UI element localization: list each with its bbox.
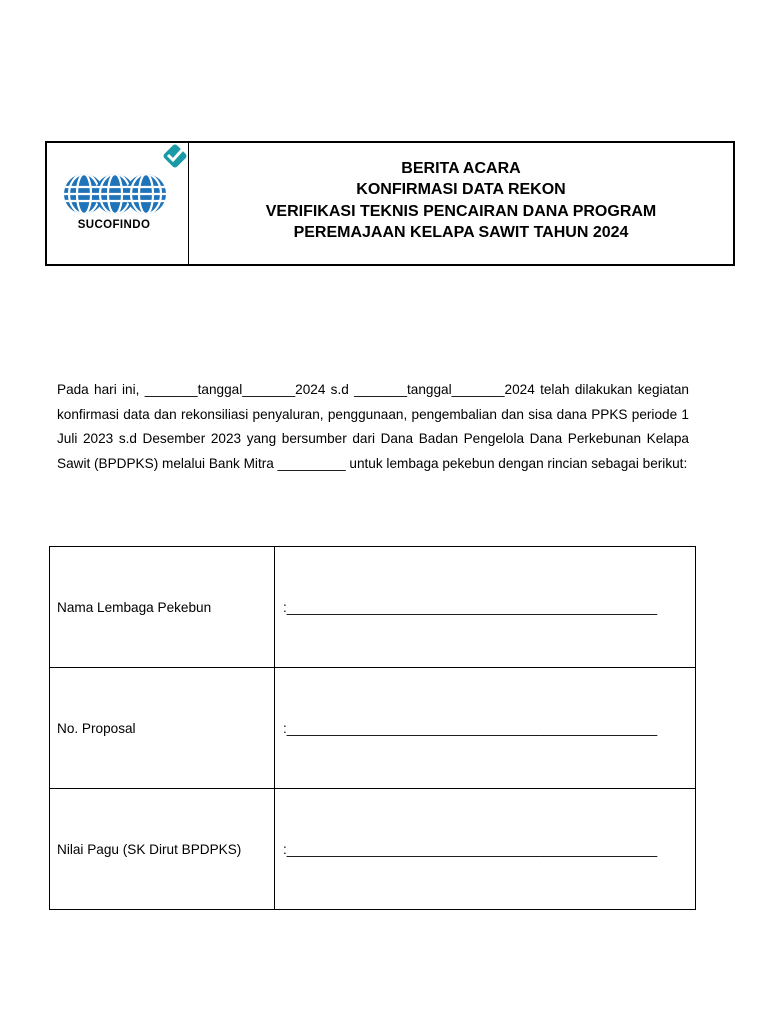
row-label-nilai-pagu: Nilai Pagu (SK Dirut BPDPKS) — [50, 789, 275, 910]
logo-cell — [47, 143, 189, 264]
globe-icon — [124, 174, 168, 214]
document-header — [45, 141, 735, 266]
row-value-nama-lembaga: :_________________________________________________ — [275, 547, 696, 668]
row-value-no-proposal: :_________________________________________________ — [275, 668, 696, 789]
title-line-1: BERITA ACARA — [401, 159, 521, 177]
table-row — [50, 547, 696, 668]
title-line-2: KONFIRMASI DATA REKON — [356, 181, 566, 198]
row-label-nama-lembaga: Nama Lembaga Pekebun — [50, 547, 275, 668]
sucofindo-logo — [47, 143, 189, 267]
title-line-3: VERIFIKASI TEKNIS PENCAIRAN DANA PROGRAM — [265, 202, 657, 220]
table-row — [50, 789, 696, 910]
row-value-nilai-pagu: :_________________________________________________ — [275, 789, 696, 910]
title-line-4: PEREMAJAAN KELAPA SAWIT TAHUN 2024 — [293, 224, 629, 241]
document-title — [189, 143, 733, 264]
row-label-no-proposal: No. Proposal — [50, 668, 275, 789]
intro-paragraph: Pada hari ini, _______tanggal_______2024 s.d _______tanggal_______2024 telah dilakukan kegiatan konfirmasi data dan rekonsiliasi penyaluran, penggunaan, pengembalian dan sisa dana PPKS periode 1 Juli 2023 s.d Desember 2023 yang bersumber dari Dana Badan Pengelola Dana Perkebunan Kelapa Sawit (BPDPKS) melalui Bank Mitra _________ untuk lembaga pekebun dengan rincian sebagai berikut: — [57, 382, 689, 471]
logo-text: SUCOFINDO — [77, 219, 151, 231]
check-badge-icon — [162, 143, 187, 168]
table-row — [50, 668, 696, 789]
detail-table — [49, 546, 696, 910]
